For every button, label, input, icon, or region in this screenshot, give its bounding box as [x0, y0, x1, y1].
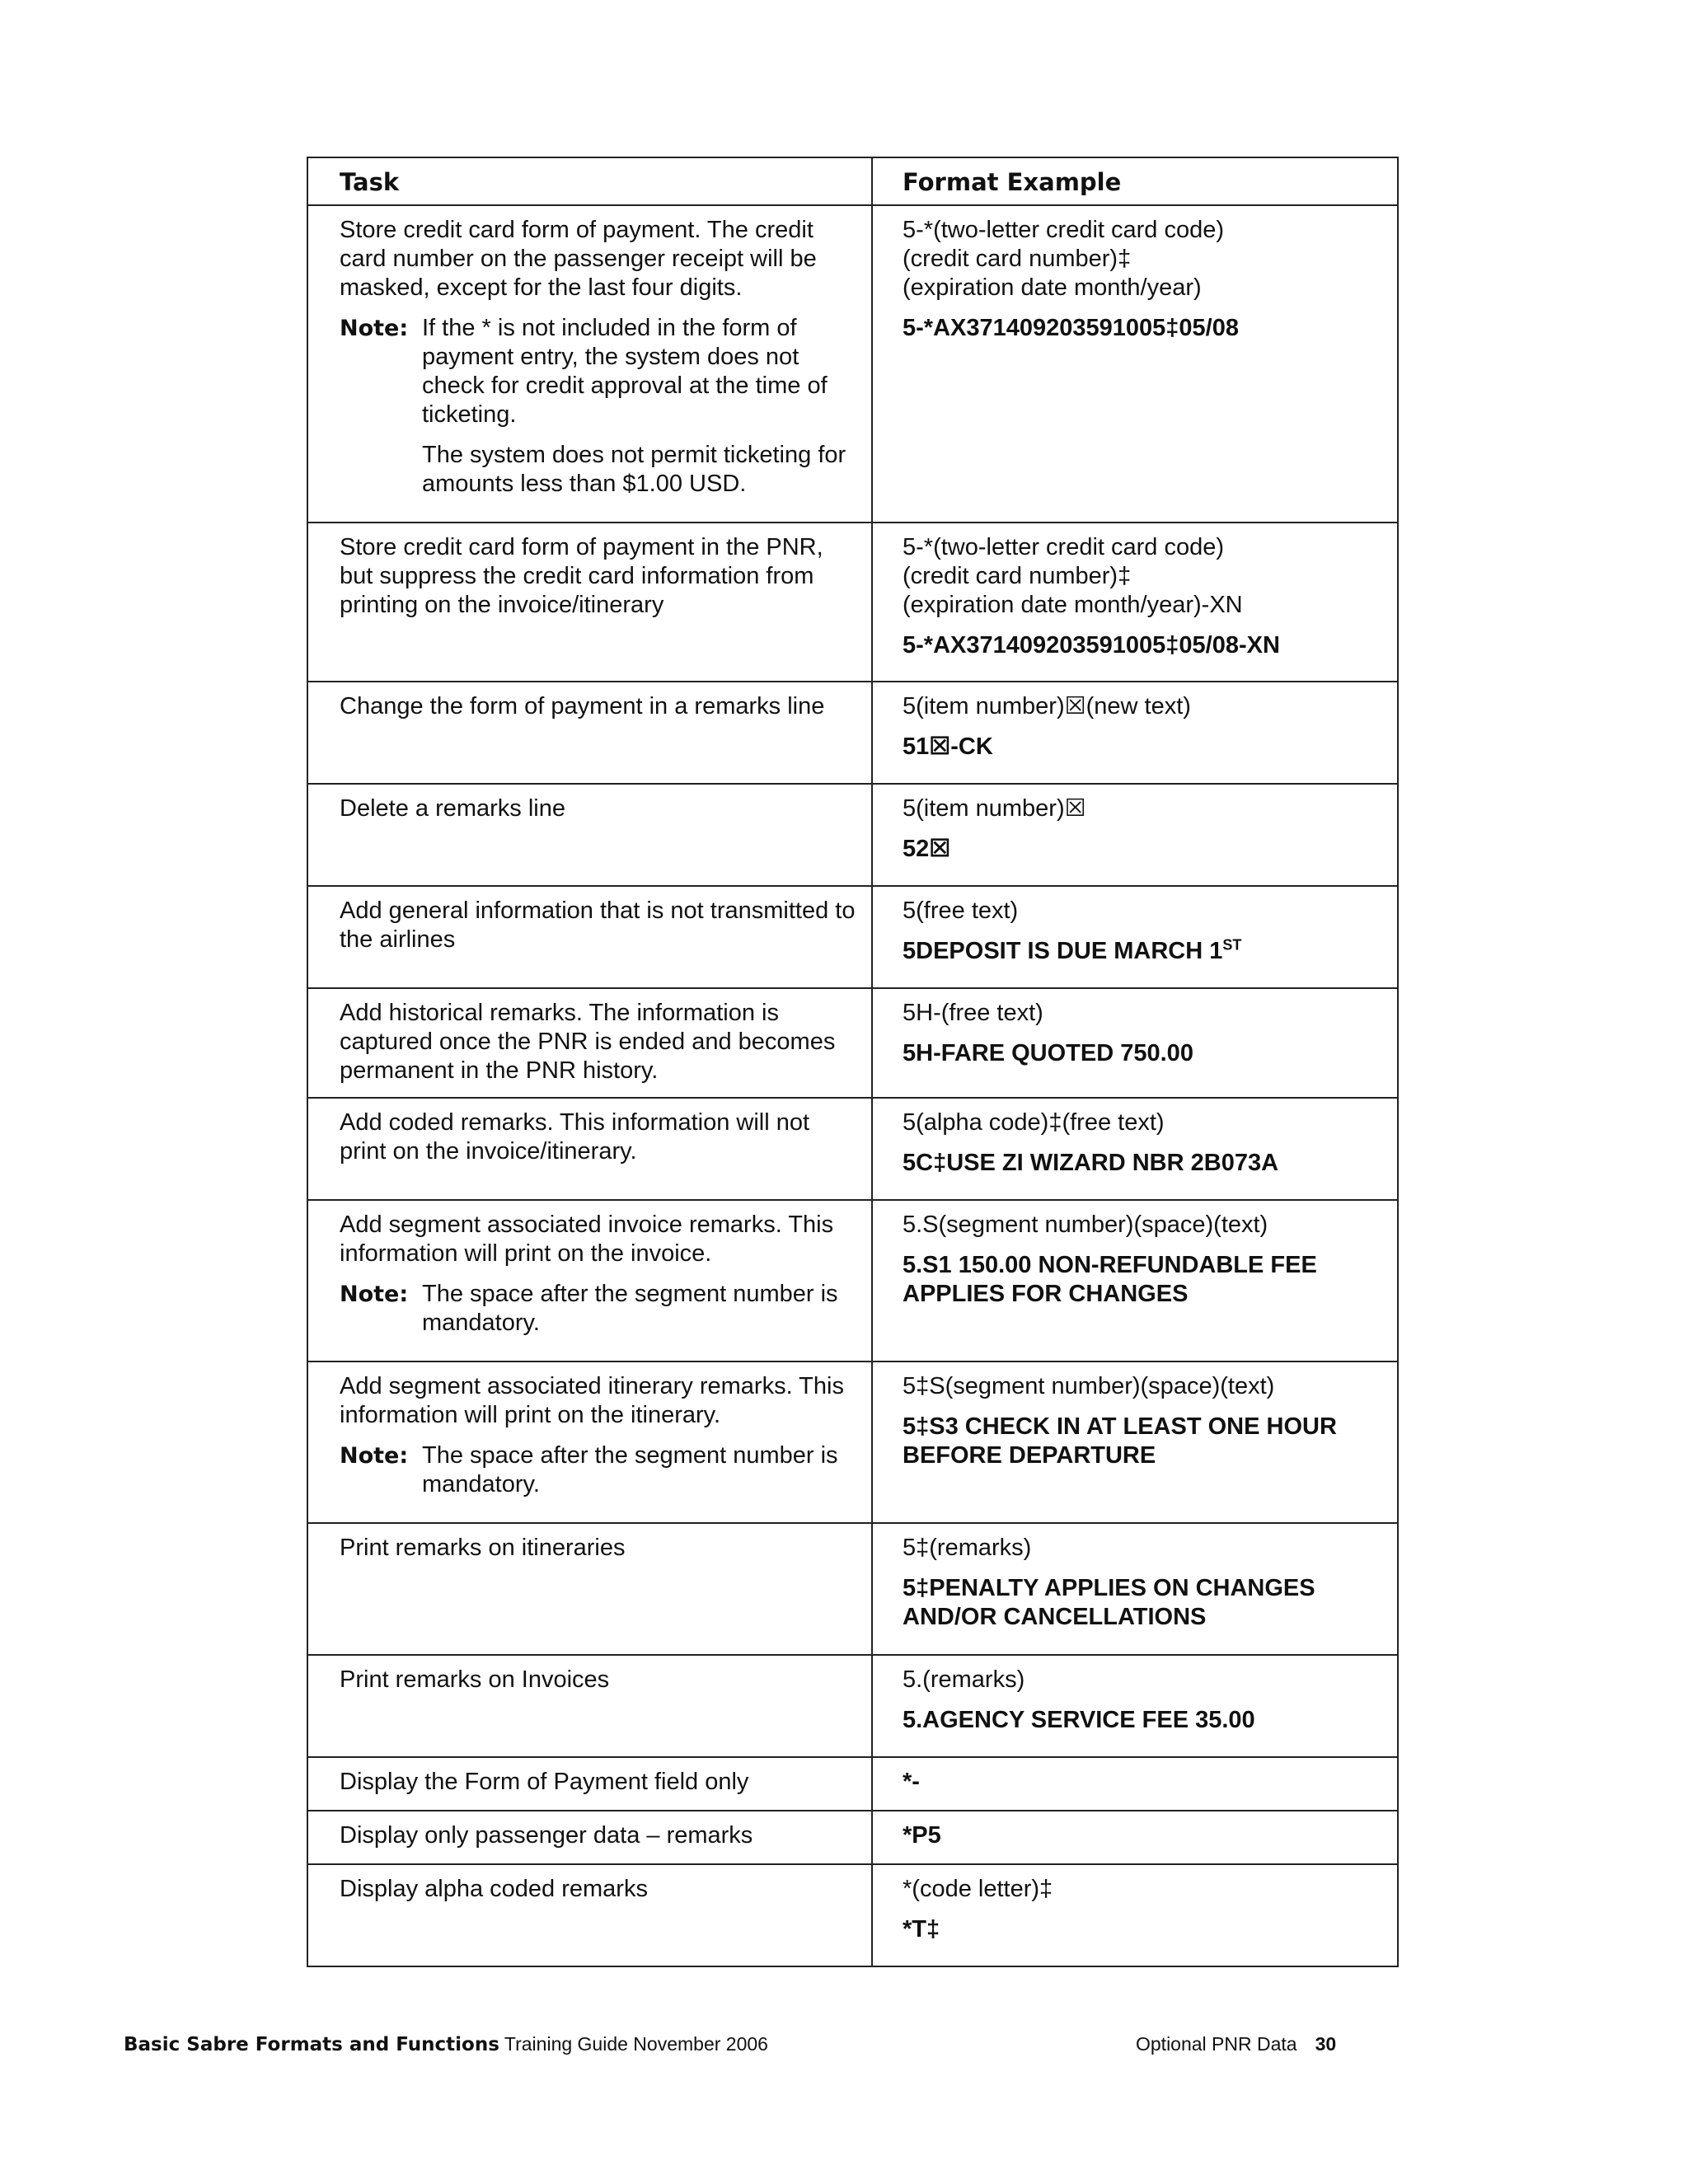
footer-page-info: [1136, 2033, 1336, 2055]
format-syntax: [903, 1534, 1382, 1563]
table-row: [307, 1361, 1398, 1523]
task-cell: [307, 205, 872, 523]
table-row: [307, 1200, 1398, 1361]
format-syntax: [903, 1666, 1382, 1694]
task-cell: [307, 784, 872, 886]
table-row: [307, 1757, 1398, 1811]
format-cell: [872, 1200, 1398, 1361]
task-text: Display alpha coded remarks: [340, 1876, 648, 1902]
task-cell: [307, 1523, 872, 1655]
format-syntax: [903, 999, 1382, 1028]
example-line: 5C‡USE ZI WIZARD NBR 2B073A: [903, 1150, 1279, 1176]
task-text: Print remarks on itineraries: [340, 1535, 626, 1561]
format-example: [903, 631, 1382, 660]
task-cell: [307, 1864, 872, 1966]
footer-page-number: 30: [1315, 2033, 1337, 2055]
task-text: Add segment associated invoice remarks. This information will print on the invoice.: [340, 1212, 834, 1267]
format-cell: [872, 205, 1398, 523]
format-line: (credit card number)‡: [903, 563, 1132, 589]
task-cell: [307, 1655, 872, 1757]
format-example: [903, 1915, 1382, 1944]
format-cell: [872, 1523, 1398, 1655]
format-cell: [872, 886, 1398, 988]
format-example: [903, 1039, 1382, 1068]
task-cell: [307, 682, 872, 784]
format-line: 5.S(segment number)(space)(text): [903, 1212, 1268, 1238]
format-cell: [872, 784, 1398, 886]
table-row: [307, 988, 1398, 1098]
format-cell: [872, 1757, 1398, 1811]
task-text: Delete a remarks line: [340, 795, 565, 822]
format-column-header: Format Example: [872, 157, 1398, 205]
footer-title-bold: Basic Sabre Formats and Functions: [124, 2034, 499, 2055]
example-line: 5‡PENALTY APPLIES ON CHANGES: [903, 1575, 1315, 1601]
format-syntax: [903, 533, 1382, 620]
task-cell: [307, 1098, 872, 1200]
note-text: If the * is not included in the form of payment entry, the system does not check for credit approval at the time of ticketing.: [422, 315, 828, 428]
example-line: AND/OR CANCELLATIONS: [903, 1604, 1207, 1630]
format-example: [903, 835, 1382, 864]
format-line: 5(free text): [903, 898, 1019, 924]
format-line: 5-*(two-letter credit card code): [903, 217, 1225, 243]
task-cell: [307, 1200, 872, 1361]
example-line: 51☒-CK: [903, 733, 993, 760]
table-row: [307, 1098, 1398, 1200]
format-syntax: [903, 216, 1382, 302]
table-header-row: [307, 157, 1398, 205]
example-superscript: ST: [1222, 936, 1242, 954]
format-example: [903, 1821, 1382, 1850]
note-body: [422, 1280, 856, 1349]
task-text: Add general information that is not transmitted to the airlines: [340, 898, 856, 953]
example-line: *T‡: [903, 1916, 940, 1943]
task-text: Add historical remarks. The information is captured once the PNR is ended and becomes permanent in the PNR history.: [340, 1000, 836, 1084]
example-line: *P5: [903, 1822, 941, 1849]
format-line: 5(alpha code)‡(free text): [903, 1109, 1165, 1136]
format-example: [903, 1768, 1382, 1797]
format-syntax: [903, 1372, 1382, 1401]
format-line: 5.(remarks): [903, 1666, 1025, 1693]
format-line: 5(item number)☒(new text): [903, 693, 1191, 719]
example-line: *-: [903, 1769, 920, 1795]
task-text: Add coded remarks. This information will not print on the invoice/itinerary.: [340, 1109, 810, 1165]
note-body: [422, 314, 856, 510]
format-line: (expiration date month/year)-XN: [903, 592, 1243, 618]
table-row: [307, 886, 1398, 988]
example-line: 5-*AX371409203591005‡05/08-XN: [903, 632, 1280, 658]
format-syntax: [903, 692, 1382, 721]
example-line: 52☒: [903, 836, 951, 862]
note-text: The space after the segment number is mandatory.: [422, 1281, 838, 1336]
example-line: 5DEPOSIT IS DUE MARCH 1: [903, 938, 1223, 964]
format-syntax: [903, 1108, 1382, 1137]
format-syntax: [903, 794, 1382, 823]
format-line: (expiration date month/year): [903, 274, 1202, 301]
table-row: [307, 1655, 1398, 1757]
footer-title: [124, 2033, 768, 2055]
table-row: [307, 523, 1398, 682]
table-row: [307, 1523, 1398, 1655]
task-cell: [307, 1811, 872, 1864]
format-table: [307, 157, 1399, 1967]
table-row: [307, 1811, 1398, 1864]
format-syntax: [903, 1211, 1382, 1240]
format-cell: [872, 1655, 1398, 1757]
task-cell: [307, 886, 872, 988]
example-line: 5-*AX371409203591005‡05/08: [903, 315, 1239, 341]
task-cell: [307, 523, 872, 682]
task-text: Display only passenger data – remarks: [340, 1822, 753, 1849]
table-row: [307, 784, 1398, 886]
note-body: [422, 1441, 856, 1511]
format-line: (credit card number)‡: [903, 246, 1132, 272]
format-line: 5‡(remarks): [903, 1535, 1032, 1561]
format-cell: [872, 682, 1398, 784]
format-example: [903, 1251, 1382, 1309]
table-row: [307, 682, 1398, 784]
format-line: 5H-(free text): [903, 1000, 1043, 1026]
task-text: Store credit card form of payment in the PNR, but suppress the credit card information from printing on the invoice/itinerary: [340, 534, 823, 618]
format-line: 5(item number)☒: [903, 795, 1086, 822]
footer-title-rest: Training Guide November 2006: [499, 2033, 768, 2055]
format-syntax: [903, 1875, 1382, 1904]
format-syntax: [903, 897, 1382, 926]
task-text: Add segment associated itinerary remarks. This information will print on the itinerary.: [340, 1373, 844, 1428]
format-example: [903, 1413, 1382, 1470]
note-label: Note:: [340, 1443, 409, 1469]
format-cell: [872, 988, 1398, 1098]
task-column-header: Task: [307, 157, 872, 205]
example-line: APPLIES FOR CHANGES: [903, 1281, 1189, 1307]
example-line: 5.AGENCY SERVICE FEE 35.00: [903, 1707, 1255, 1733]
format-example: [903, 1149, 1382, 1178]
format-example: [903, 314, 1382, 343]
note-label: Note:: [340, 316, 409, 341]
task-text: Print remarks on Invoices: [340, 1666, 610, 1693]
format-cell: [872, 523, 1398, 682]
example-line: BEFORE DEPARTURE: [903, 1442, 1156, 1469]
format-example: [903, 1574, 1382, 1632]
table-row: [307, 1864, 1398, 1966]
format-example: [903, 937, 1382, 966]
note-text: The system does not permit ticketing for amounts less than $1.00 USD.: [422, 442, 846, 497]
format-example: [903, 1706, 1382, 1735]
format-line: 5‡S(segment number)(space)(text): [903, 1373, 1275, 1399]
table-row: [307, 205, 1398, 523]
example-line: 5H-FARE QUOTED 750.00: [903, 1040, 1193, 1066]
task-text: Change the form of payment in a remarks line: [340, 693, 825, 719]
format-cell: [872, 1811, 1398, 1864]
example-line: 5‡S3 CHECK IN AT LEAST ONE HOUR: [903, 1413, 1337, 1440]
note-block: [340, 1280, 856, 1349]
task-cell: [307, 1757, 872, 1811]
note-text: The space after the segment number is mandatory.: [422, 1442, 838, 1497]
note-block: [340, 1441, 856, 1511]
format-line: 5-*(two-letter credit card code): [903, 534, 1225, 560]
task-cell: [307, 988, 872, 1098]
note-block: [340, 314, 856, 510]
footer-section: Optional PNR Data: [1136, 2033, 1297, 2055]
task-cell: [307, 1361, 872, 1523]
format-cell: [872, 1098, 1398, 1200]
format-cell: [872, 1361, 1398, 1523]
format-cell: [872, 1864, 1398, 1966]
task-text: Display the Form of Payment field only: [340, 1769, 749, 1795]
format-example: [903, 733, 1382, 762]
task-text: Store credit card form of payment. The credit card number on the passenger receipt will be masked, except for the last four digits.: [340, 217, 817, 301]
format-line: *(code letter)‡: [903, 1876, 1053, 1902]
note-label: Note:: [340, 1282, 409, 1307]
example-line: 5.S1 150.00 NON-REFUNDABLE FEE: [903, 1252, 1317, 1278]
